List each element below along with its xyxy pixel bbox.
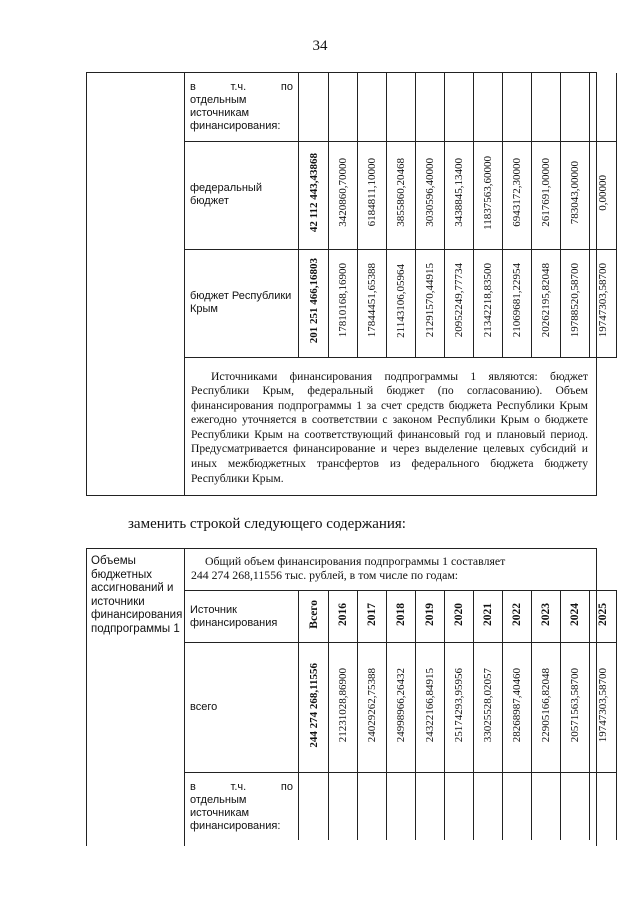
federal-2024: 783043,00000 [569,160,581,225]
bottom-by-sources-word-3: по [280,780,293,793]
total-2025: 19747303,58700 [597,668,609,743]
top-federal-row [185,141,617,249]
top-left-empty-cell [87,73,185,496]
year-2022-header: 2022 [511,602,523,626]
top-by-sources-label [185,73,299,141]
top-right-cell [185,73,609,496]
top-inner-grid [184,73,617,358]
federal-budget-label: федеральный бюджет [185,141,299,249]
crimea-2018: 21143106,05964 [395,263,407,338]
by-sources-word-3: по [280,80,293,93]
top-table [86,72,609,496]
bottom-table [86,548,609,846]
year-2025-header: 2025 [597,602,609,626]
federal-2019: 3030596,40000 [424,158,436,227]
crimea-2019: 21291570,44915 [424,263,436,338]
bottom-by-sources-label [185,773,299,840]
year-2020-header: 2020 [453,602,465,626]
crimea-total: 201 251 466,16803 [307,257,320,344]
funding-sources-text: Источниками финансирования подпрограммы 1 являются: бюджет Республики Крым, федеральный бюджет (по согласованию). Объем финансирования подпрограммы 1 за счет средств бюджета Республики Крым ежегодно уточняется в соответствии с законом Республики Крым о бюджете Республики Крым на соответствующий финансовый год и плановый период. Предусматривается финансирование и через выделение целевых субсидий и иных межбюджетных трансфертов из федерального бюджета бюджету Республики Крым. [191,369,588,485]
total-volume-intro [185,549,596,582]
bottom-by-sources-row [185,773,617,840]
intro-line-1: Общий объем финансирования подпрограммы 1 составляет [205,554,506,568]
federal-total: 42 112 443,43868 [307,152,320,233]
bottom-by-sources-word-1: в [190,780,196,793]
header-row [185,591,617,643]
federal-2025: 0,00000 [597,174,609,211]
federal-2022: 6943172,30000 [511,158,523,227]
bottom-inner-grid [184,590,617,840]
bottom-by-sources-word-4: отдельным [190,793,247,806]
crimea-2020: 20952249,77734 [453,263,465,338]
funding-sources-paragraph [185,358,596,495]
bottom-by-sources-word-5: источникам [190,806,250,819]
year-2018-header: 2018 [395,602,407,626]
by-sources-word-1: в [190,80,196,93]
year-2019-header: 2019 [424,602,436,626]
crimea-2021: 21342218,83500 [482,263,494,338]
crimea-2016: 17810168,16900 [337,263,349,338]
year-2016-header: 2016 [337,602,349,626]
crimea-2024: 19788520,58700 [569,263,581,338]
crimea-2017: 17844451,65388 [366,263,378,338]
year-2024-header: 2024 [569,602,581,626]
federal-2020: 3438845,13400 [453,158,465,227]
total-row [185,643,617,773]
source-header: Источник финансирования [185,591,299,643]
by-sources-word-5: источникам [190,106,250,119]
federal-2021: 11837563,60000 [482,155,494,230]
total-header: Всего [307,599,320,629]
federal-2018: 3855860,20468 [395,158,407,227]
year-2023-header: 2023 [540,602,552,626]
top-by-sources-row [185,73,617,141]
crimea-2022: 21069681,22954 [511,263,523,338]
total-2018: 24998966,26432 [395,668,407,743]
total-2017: 24029262,75388 [366,668,378,743]
bottom-by-sources-word-6: финансирования: [190,819,281,832]
federal-2016: 3420860,70000 [337,158,349,227]
crimea-budget-label: бюджет Республики Крым [185,249,299,357]
by-sources-word-4: отдельным [190,93,247,106]
total-2024: 20571563,58700 [569,668,581,743]
total-row-label: всего [185,643,299,773]
total-2023: 22905166,82048 [540,668,552,743]
by-sources-word-2: т.ч. [230,80,247,93]
bottom-right-cell [185,549,609,847]
total-2020: 25174293,95956 [453,668,465,743]
federal-2023: 2617691,00000 [540,158,552,227]
crimea-2023: 20262195,82048 [540,263,552,338]
budget-allocations-label: Объемы бюджетных ассигнований и источники финансирования подпрограммы 1 [87,549,185,847]
bottom-by-sources-word-2: т.ч. [230,780,247,793]
crimea-2025: 19747303,58700 [597,263,609,338]
page-number: 34 [312,38,328,54]
intro-line-2: 244 274 268,11556 тыс. рублей, в том числе по годам: [191,568,459,582]
total-2021: 33025528,02057 [482,668,494,743]
crimea-total-cell [299,249,329,357]
year-2017-header: 2017 [366,602,378,626]
federal-total-cell [299,141,329,249]
grand-total: 244 274 268,11556 [307,663,320,748]
total-2019: 24322166,84915 [424,668,436,743]
year-2021-header: 2021 [482,602,494,626]
replace-instruction: заменить строкой следующего содержания: [128,516,406,532]
total-2022: 28268987,40460 [511,668,523,743]
top-crimea-row [185,249,617,357]
federal-2017: 6184811,10000 [366,158,378,227]
total-2016: 21231028,86900 [337,668,349,743]
by-sources-word-6: финансирования: [190,119,281,132]
